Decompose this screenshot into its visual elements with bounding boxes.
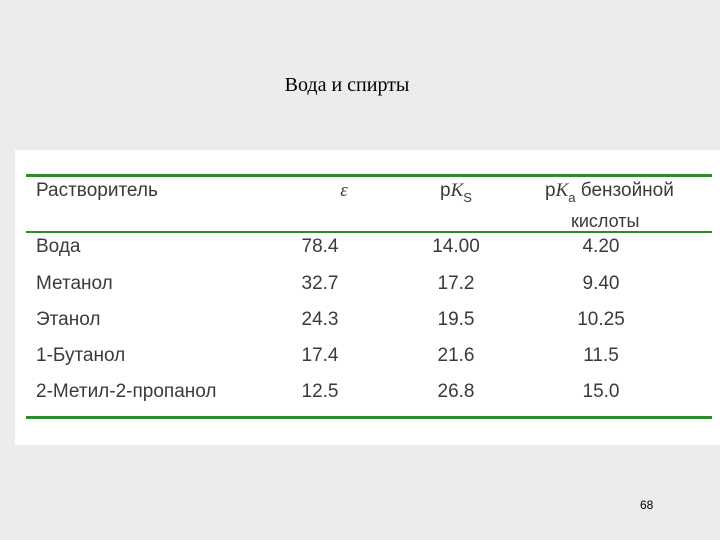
row-pka: 4.20: [582, 236, 620, 257]
row-pks: 14.00: [432, 236, 480, 257]
row-pka: 11.5: [583, 345, 619, 366]
row-pka: 9.40: [582, 273, 620, 294]
row-pks: 26.8: [437, 381, 475, 402]
header-pks: [416, 180, 496, 205]
table-top-rule: [26, 174, 712, 177]
row-pks: 17.2: [437, 273, 475, 294]
table-bottom-rule: [26, 416, 712, 419]
row-pks: 21.6: [437, 345, 475, 366]
row-solvent: Этанол: [36, 309, 101, 330]
solvent-table: [15, 150, 720, 445]
slide-title: Вода и спирты: [284, 74, 410, 96]
row-epsilon: 78.4: [301, 236, 339, 257]
row-epsilon: 24.3: [301, 309, 339, 330]
row-epsilon: 32.7: [301, 273, 339, 294]
header-pka-line2: кислоты: [571, 211, 640, 231]
row-epsilon: 17.4: [301, 345, 339, 366]
header-epsilon: ε: [340, 180, 348, 201]
header-pks-prefix: p: [440, 180, 451, 201]
header-pks-sub: S: [463, 190, 472, 205]
header-pka-sub: a: [568, 190, 576, 205]
page-number: 68: [640, 498, 654, 512]
header-pka-prefix: p: [545, 180, 556, 201]
header-pka-symbol: K: [555, 180, 569, 201]
row-solvent: 2-Метил-2-пропанол: [36, 381, 217, 402]
row-solvent: Метанол: [36, 273, 113, 294]
header-pka: [545, 180, 674, 205]
row-pks: 19.5: [437, 309, 475, 330]
header-pka-rest: бензойной: [575, 180, 674, 201]
table-header-rule: [26, 231, 712, 233]
header-solvent: Растворитель: [36, 180, 158, 201]
row-solvent: Вода: [36, 236, 81, 257]
row-pka: 15.0: [582, 381, 620, 402]
header-pks-symbol: K: [450, 180, 464, 201]
row-solvent: 1-Бутанол: [36, 345, 126, 366]
row-epsilon: 12.5: [301, 381, 339, 402]
row-pka: 10.25: [577, 309, 625, 330]
